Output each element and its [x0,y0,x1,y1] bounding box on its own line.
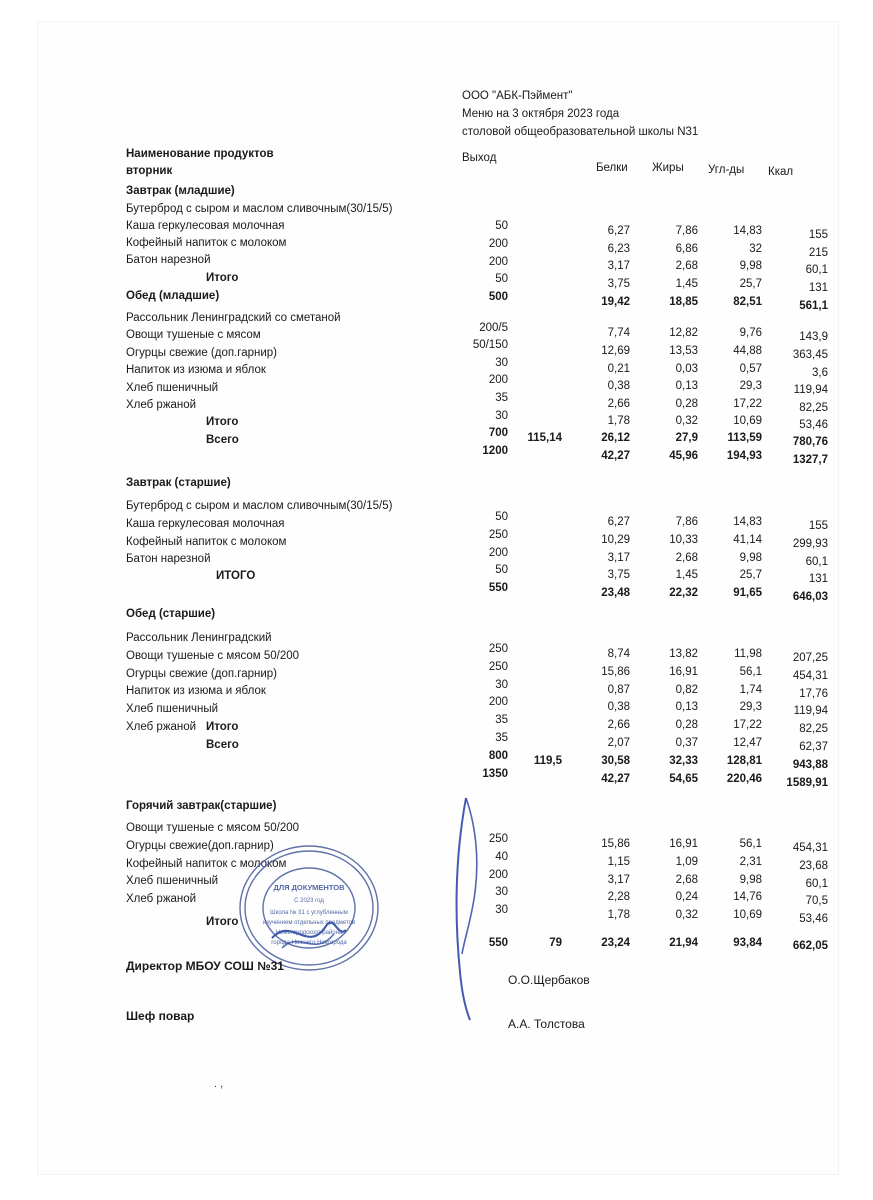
section-total-kkal: 646,03 [792,591,828,603]
dish-vyhod: 50/150 [472,339,508,351]
dish-name: Овощи тушеные с мясом [126,329,261,341]
dish-vyhod: 200/5 [479,322,508,334]
col-header-zhiry: Жиры [652,162,684,174]
col-header-belki: Белки [596,162,628,174]
dish-ugly: 0,57 [739,363,762,375]
dish-name: Напиток из изюма и яблок [126,364,266,376]
dish-belki: 0,87 [607,684,630,696]
dish-belki: 0,38 [607,701,630,713]
dish-ugly: 12,47 [733,737,762,749]
dish-zhiry: 16,91 [669,666,698,678]
section-total-kkal: 561,1 [799,300,828,312]
section-total-vyhod: 550 [488,937,508,949]
section-grand-zhiry: 45,96 [669,450,698,462]
section-grand-belki: 42,27 [601,450,630,462]
dish-zhiry: 10,33 [669,534,698,546]
dish-ugly: 10,69 [733,909,762,921]
dish-ugly: 56,1 [739,666,762,678]
section-grand-ugly: 220,46 [726,773,762,785]
dish-name: Кофейный напиток с молоком [126,237,287,249]
dish-kkal: 60,1 [805,878,828,890]
dish-name: Кофейный напиток с молоком [126,536,287,548]
section-total-vyhod: 550 [488,582,508,594]
section-title: Обед (старшие) [126,608,216,620]
dish-zhiry: 0,82 [675,684,698,696]
section-title: Горячий завтрак(старшие) [126,800,277,812]
dish-ugly: 14,83 [733,516,762,528]
dish-belki: 0,38 [607,380,630,392]
dish-kkal: 60,1 [805,264,828,276]
section-total-kkal: 662,05 [792,940,828,952]
section-total-belki: 23,48 [601,587,630,599]
dish-zhiry: 0,03 [675,363,698,375]
section-total-kkal: 943,88 [792,759,828,771]
dish-vyhod: 30 [495,679,508,691]
section-total-label: Итого [206,721,239,733]
dish-kkal: 82,25 [799,402,828,414]
dish-ugly: 9,98 [739,260,762,272]
dish-zhiry: 16,91 [669,838,698,850]
dish-name: Хлеб пшеничный [126,382,219,394]
dish-ugly: 44,88 [733,345,762,357]
signature-role-chef: Шеф повар [126,1009,195,1023]
dish-zhiry: 0,32 [675,415,698,427]
dish-vyhod: 30 [495,886,508,898]
dish-belki: 7,74 [607,327,630,339]
section-total-extra: 119,5 [533,755,562,767]
dish-kkal: 131 [808,573,828,585]
dish-vyhod: 30 [495,410,508,422]
dish-kkal: 299,93 [792,538,828,550]
dish-ugly: 29,3 [739,701,762,713]
svg-text:Нижегородского района: Нижегородского района [275,930,343,936]
dish-kkal: 60,1 [805,556,828,568]
dish-kkal: 82,25 [799,723,828,735]
dish-vyhod: 200 [488,238,508,250]
dish-name: Огурцы свежие(доп.гарнир) [126,840,274,852]
dish-belki: 6,23 [607,243,630,255]
names-column-header: Наименование продуктов [126,148,274,160]
section-total-kkal: 780,76 [792,436,828,448]
dish-ugly: 1,74 [739,684,762,696]
section-total-vyhod: 500 [488,291,508,303]
dish-zhiry: 2,68 [675,874,698,886]
dish-vyhod: 50 [495,511,508,523]
dish-name: Каша геркулесовая молочная [126,518,285,530]
section-grand-vyhod: 1350 [482,768,508,780]
section-total-belki: 26,12 [601,432,630,444]
section-total-ugly: 82,51 [733,296,762,308]
section-total-ugly: 128,81 [726,755,762,767]
section-total-belki: 30,58 [601,755,630,767]
dish-ugly: 29,3 [739,380,762,392]
dish-vyhod: 30 [495,357,508,369]
dish-vyhod: 200 [488,547,508,559]
dish-vyhod: 250 [488,661,508,673]
dish-belki: 3,17 [607,260,630,272]
dish-zhiry: 0,32 [675,909,698,921]
school-line: столовой общеобразовательной школы N31 [462,126,699,138]
dish-belki: 15,86 [601,838,630,850]
dish-name: Батон нарезной [126,553,211,565]
dish-zhiry: 2,68 [675,260,698,272]
dish-vyhod: 50 [495,564,508,576]
dish-name: Кофейный напиток с молоком [126,858,287,870]
dish-vyhod: 200 [488,256,508,268]
dish-zhiry: 0,28 [675,398,698,410]
dish-vyhod: 50 [495,273,508,285]
dish-kkal: 131 [808,282,828,294]
dish-vyhod: 250 [488,529,508,541]
section-grand-kkal: 1327,7 [792,454,828,466]
dish-ugly: 41,14 [733,534,762,546]
col-header-kkal: Ккал [768,166,794,178]
dish-name: Бутерброд с сыром и маслом сливочным(30/15/5) [126,500,393,512]
dish-vyhod: 250 [488,833,508,845]
dish-name: Огурцы свежие (доп.гарнир) [126,347,277,359]
dish-belki: 10,29 [601,534,630,546]
dish-belki: 1,78 [607,415,630,427]
dish-ugly: 9,76 [739,327,762,339]
section-title: Обед (младшие) [126,290,220,302]
col-header-ugly: Угл-ды [708,164,745,176]
dish-name: Овощи тушеные с мясом 50/200 [126,822,300,834]
dish-zhiry: 1,09 [675,856,698,868]
dish-belki: 2,66 [607,719,630,731]
dish-belki: 2,07 [607,737,630,749]
dish-kkal: 155 [808,229,828,241]
dish-ugly: 25,7 [739,278,762,290]
dish-belki: 6,27 [607,516,630,528]
dish-zhiry: 0,13 [675,380,698,392]
dish-zhiry: 13,53 [669,345,698,357]
dish-belki: 12,69 [601,345,630,357]
section-grand-label: Всего [206,739,239,751]
dish-kkal: 53,46 [799,419,828,431]
dish-belki: 15,86 [601,666,630,678]
section-total-vyhod: 700 [488,427,508,439]
section-total-zhiry: 27,9 [675,432,698,444]
dish-name: Каша геркулесовая молочная [126,220,285,232]
dish-ugly: 56,1 [739,838,762,850]
dish-name: Бутерброд с сыром и маслом сливочным(30/15/5) [126,203,393,215]
dish-ugly: 14,76 [733,891,762,903]
section-total-ugly: 113,59 [727,432,762,444]
dish-name: Овощи тушеные с мясом 50/200 [126,650,300,662]
section-grand-kkal: 1589,91 [786,777,828,789]
section-total-label: ИТОГО [216,570,256,582]
dish-vyhod: 35 [495,392,508,404]
dish-ugly: 25,7 [739,569,762,581]
section-total-label: Итого [206,916,239,928]
dish-zhiry: 0,28 [675,719,698,731]
dish-zhiry: 13,82 [669,648,698,660]
svg-text:города Нижнего Новгорода: города Нижнего Новгорода [271,940,347,946]
dish-belki: 2,28 [607,891,630,903]
dish-vyhod: 200 [488,374,508,386]
dish-zhiry: 0,24 [675,891,698,903]
section-grand-zhiry: 54,65 [669,773,698,785]
section-grand-belki: 42,27 [601,773,630,785]
dish-belki: 8,74 [607,648,630,660]
dish-vyhod: 250 [488,643,508,655]
dish-zhiry: 6,86 [675,243,698,255]
dish-ugly: 9,98 [739,552,762,564]
dish-belki: 3,75 [607,278,630,290]
dish-kkal: 70,5 [805,895,828,907]
svg-text:изучением отдельных предметов: изучением отдельных предметов [262,920,356,926]
dish-zhiry: 0,13 [675,701,698,713]
dish-vyhod: 50 [495,220,508,232]
dish-kkal: 215 [808,247,828,259]
dish-ugly: 14,83 [733,225,762,237]
dish-name: Напиток из изюма и яблок [126,685,266,697]
svg-text:С 2023 год: С 2023 год [294,898,324,904]
dish-vyhod: 40 [495,851,508,863]
dish-kkal: 17,76 [799,688,828,700]
section-total-zhiry: 18,85 [669,296,698,308]
section-total-belki: 23,24 [601,937,630,949]
section-total-label: Итого [206,416,239,428]
weekday: вторник [126,165,173,177]
section-total-zhiry: 32,33 [669,755,698,767]
dish-kkal: 454,31 [792,842,828,854]
dish-zhiry: 1,45 [675,278,698,290]
dish-vyhod: 200 [488,869,508,881]
section-title: Завтрак (младшие) [126,185,235,197]
section-total-zhiry: 21,94 [669,937,698,949]
dish-kkal: 207,25 [792,652,828,664]
section-total-ugly: 93,84 [733,937,762,949]
dish-ugly: 10,69 [733,415,762,427]
dish-ugly: 17,22 [733,719,762,731]
dish-kkal: 53,46 [799,913,828,925]
section-title: Завтрак (старшие) [126,477,231,489]
dish-zhiry: 12,82 [669,327,698,339]
dish-belki: 0,21 [607,363,630,375]
dish-kkal: 62,37 [799,741,828,753]
section-total-belki: 19,42 [601,296,630,308]
section-total-vyhod: 800 [488,750,508,762]
dish-name: Рассольник Ленинградский [126,632,272,644]
dish-kkal: 454,31 [792,670,828,682]
dish-vyhod: 35 [495,714,508,726]
dish-kkal: 155 [808,520,828,532]
dish-vyhod: 200 [488,696,508,708]
section-total-extra: 79 [549,937,562,949]
dish-belki: 1,15 [607,856,630,868]
section-grand-label: Всего [206,434,239,446]
dish-zhiry: 1,45 [675,569,698,581]
dish-ugly: 32 [749,243,762,255]
dish-belki: 2,66 [607,398,630,410]
section-total-extra: 115,14 [527,432,562,444]
dish-kkal: 23,68 [799,860,828,872]
dish-zhiry: 2,68 [675,552,698,564]
dish-zhiry: 7,86 [675,516,698,528]
signature-person-chef: А.А. Толстова [508,1017,585,1031]
scanned-sheet [38,22,838,1174]
dish-name: Хлеб пшеничный [126,875,219,887]
svg-text:Школа № 31 с углубленным: Школа № 31 с углубленным [270,910,348,916]
dish-belki: 3,17 [607,874,630,886]
dish-name: Хлеб ржаной [126,721,197,733]
dish-kkal: 143,9 [799,331,828,343]
dish-belki: 1,78 [607,909,630,921]
dish-kkal: 119,94 [793,384,828,396]
dish-ugly: 17,22 [733,398,762,410]
dish-vyhod: 35 [495,732,508,744]
dish-vyhod: 30 [495,904,508,916]
dish-kkal: 363,45 [792,349,828,361]
dish-belki: 3,75 [607,569,630,581]
dish-name: Хлеб ржаной [126,893,197,905]
org-name: ООО "АБК-Пэймент" [462,90,573,102]
dish-kkal: 119,94 [793,705,828,717]
section-grand-ugly: 194,93 [726,450,762,462]
signature-role-director: Директор МБОУ СОШ №31 [126,959,284,973]
dish-ugly: 2,31 [739,856,762,868]
svg-text:ДЛЯ ДОКУМЕНТОВ: ДЛЯ ДОКУМЕНТОВ [273,883,345,892]
dish-name: Хлеб пшеничный [126,703,219,715]
dish-belki: 3,17 [607,552,630,564]
stray-pen-mark: . , [214,1078,224,1090]
dish-ugly: 9,98 [739,874,762,886]
dish-ugly: 11,98 [734,648,762,660]
dish-zhiry: 7,86 [675,225,698,237]
section-total-label: Итого [206,272,239,284]
dish-name: Батон нарезной [126,254,211,266]
dish-zhiry: 0,37 [675,737,698,749]
section-total-zhiry: 22,32 [669,587,698,599]
dish-belki: 6,27 [607,225,630,237]
col-header-vyhod: Выход [462,152,497,164]
section-grand-vyhod: 1200 [482,445,508,457]
section-total-ugly: 91,65 [733,587,762,599]
dish-name: Огурцы свежие (доп.гарнир) [126,668,277,680]
dish-kkal: 3,6 [812,367,828,379]
dish-name: Хлеб ржаной [126,399,197,411]
dish-name: Рассольник Ленинградский со сметаной [126,312,341,324]
menu-date-line: Меню на 3 октября 2023 года [462,108,620,120]
signature-person-director: О.О.Щербаков [508,973,590,987]
